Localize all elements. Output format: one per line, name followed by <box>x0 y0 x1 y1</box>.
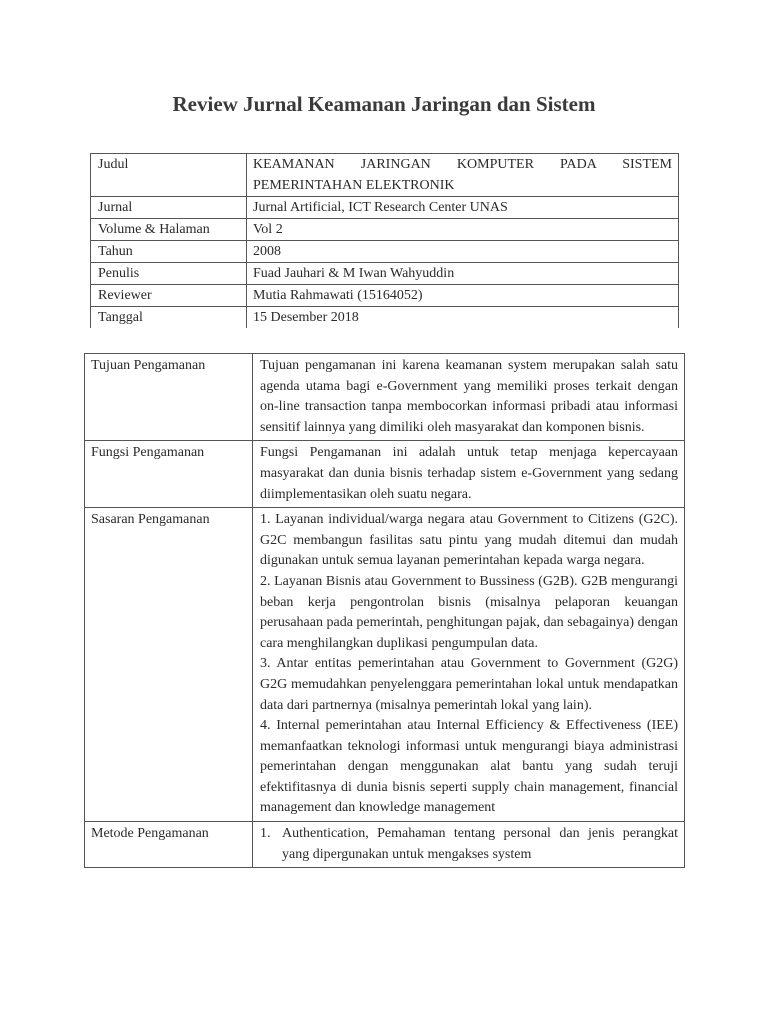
sasaran-paragraph-1: 1. Layanan individual/warga negara atau Government to Citizens (G2C). G2C membangun fasilitas satu pintu yang mudah ditemui dan mudah digunakan untuk semua layanan pemerintahan kepada warga negara. <box>260 512 678 569</box>
info-table <box>90 153 679 328</box>
detail-value-sasaran <box>253 508 685 822</box>
detail-label-tujuan: Tujuan Pengamanan <box>85 354 253 441</box>
sasaran-paragraph-4: 4. Internal pemerintahan atau Internal Efficiency & Effectiveness (IEE) memanfaatkan teknologi informasi untuk mengurangi biaya administrasi pemerintahan dengan menggunakan alat bantu yang sudah teruji efektifitasnya di dunia bisnis seperti supply chain management, financial management dan knowledge management <box>260 718 678 816</box>
table-row <box>91 197 679 219</box>
info-label-penulis: Penulis <box>91 263 247 285</box>
judul-line-1: KEAMANAN JARINGAN KOMPUTER PADA SISTEM <box>253 157 672 172</box>
table-row <box>85 354 685 441</box>
info-value-jurnal: Jurnal Artificial, ICT Research Center UNAS <box>247 197 679 219</box>
detail-label-metode: Metode Pengamanan <box>85 822 253 868</box>
table-row <box>85 822 685 868</box>
detail-value-tujuan: Tujuan pengamanan ini karena keamanan system merupakan salah satu agenda utama bagi e-Government yang memiliki proses terkait dengan on-line transaction tanpa membocorkan informasi pribadi atau informasi sensitif lainnya yang dimiliki oleh masyarakat dan komponen bisnis. <box>253 354 685 441</box>
list-item-number: 1. <box>260 826 271 842</box>
table-row <box>91 241 679 263</box>
detail-value-metode <box>253 822 685 868</box>
table-row <box>91 307 679 329</box>
page-title: Review Jurnal Keamanan Jaringan dan Sistem <box>172 92 596 116</box>
table-row <box>85 441 685 508</box>
sasaran-paragraph-2: 2. Layanan Bisnis atau Government to Bussiness (G2B). G2B mengurangi beban kerja pengontrolan bisnis (misalnya pelaporan keuangan perusahaan pada pemerintah, penghitungan pajak, dan sebagainya) dengan cara menghilangkan duplikasi pengumpulan data. <box>260 573 678 651</box>
info-value-reviewer: Mutia Rahmawati (15164052) <box>247 285 679 307</box>
detail-label-fungsi: Fungsi Pengamanan <box>85 441 253 508</box>
info-label-jurnal: Jurnal <box>91 197 247 219</box>
info-label-tanggal: Tanggal <box>91 307 247 329</box>
info-value-volume: Vol 2 <box>247 219 679 241</box>
info-label-volume: Volume & Halaman <box>91 219 247 241</box>
table-row <box>91 219 679 241</box>
detail-label-sasaran: Sasaran Pengamanan <box>85 508 253 822</box>
info-label-tahun: Tahun <box>91 241 247 263</box>
table-row <box>85 508 685 822</box>
info-value-tahun: 2008 <box>247 241 679 263</box>
info-label-judul: Judul <box>91 154 247 197</box>
list-item <box>260 824 678 865</box>
table-row <box>91 285 679 307</box>
table-row <box>91 154 679 197</box>
list-item-text: Authentication, Pemahaman tentang personal dan jenis perangkat yang dipergunakan untuk mengakses system <box>282 826 678 862</box>
detail-table <box>84 353 685 868</box>
info-value-penulis: Fuad Jauhari & M Iwan Wahyuddin <box>247 263 679 285</box>
info-label-reviewer: Reviewer <box>91 285 247 307</box>
table-row <box>91 263 679 285</box>
info-value-judul <box>247 154 679 197</box>
info-value-tanggal: 15 Desember 2018 <box>247 307 679 329</box>
judul-line-2: PEMERINTAHAN ELEKTRONIK <box>253 178 455 193</box>
detail-value-fungsi: Fungsi Pengamanan ini adalah untuk tetap menjaga kepercayaan masyarakat dan dunia bisnis terhadap sistem e-Government yang sedang diimplementasikan oleh suatu negara. <box>253 441 685 508</box>
sasaran-paragraph-3: 3. Antar entitas pemerintahan atau Government to Government (G2G) G2G memudahkan penyelenggara pemerintahan lokal untuk mendapatkan data dari partnernya (misalnya pemerintah lokal yang lain). <box>260 656 678 713</box>
